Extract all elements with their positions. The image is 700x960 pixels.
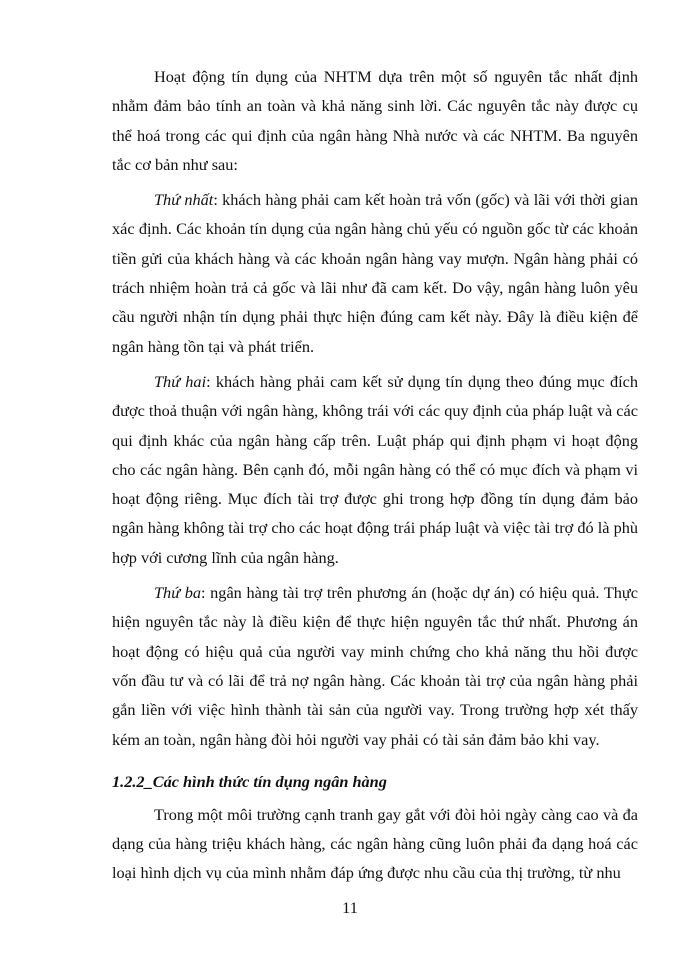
- paragraph-principle-3: [112, 578, 638, 754]
- paragraph-intro-text: Hoạt động tín dụng của NHTM dựa trên một số nguyên tắc nhất định nhằm đảm bảo tính an toàn và khả năng sinh lời. Các nguyên tắc này được cụ thể hoá trong các qui định của ngân hàng Nhà nước và các NHTM. Ba nguyên tắc cơ bản như sau:: [112, 67, 638, 174]
- principle-2-text: : khách hàng phải cam kết sử dụng tín dụng theo đúng mục đích được thoả thuận với ngân hàng, không trái với các quy định của pháp luật và các qui định khác của ngân hàng cấp trên. Luật pháp qui định phạm vi hoạt động cho các ngân hàng. Bên cạnh đó, mỗi ngân hàng có thể có mục đích và phạm vi hoạt động riêng. Mục đích tài trợ được ghi trong hợp đồng tín dụng đảm bảo ngân hàng không tài trợ cho các hoạt động trái pháp luật và việc tài trợ đó là phù hợp với cương lĩnh của ngân hàng.: [112, 371, 638, 567]
- page-number: 11: [342, 898, 358, 917]
- principle-2-label: Thứ hai: [154, 371, 207, 391]
- section-heading: 1.2.2_Các hình thức tín dụng ngân hàng: [112, 771, 387, 791]
- principle-3-label: Thứ ba: [154, 583, 201, 603]
- document-page: [112, 62, 638, 894]
- principle-3-text: : ngân hàng tài trợ trên phương án (hoặc dự án) có hiệu quả. Thực hiện nguyên tắc này là điều kiện để thực hiện nguyên tắc thứ nhất. Phương án hoạt động có hiệu quả của người vay minh chứng cho khả năng thu hồi được vốn đầu tư và có lãi để trả nợ ngân hàng. Các khoản tài trợ của ngân hàng phải gắn liền với việc hình thành tài sản của người vay. Trong trường hợp xét thấy kém an toàn, ngân hàng đòi hỏi người vay phải có tài sản đảm bảo khi vay.: [112, 583, 638, 749]
- paragraph-principle-2: [112, 367, 638, 572]
- principle-1-label: Thứ nhất: [154, 190, 214, 210]
- principle-1-text: : khách hàng phải cam kết hoàn trả vốn (gốc) và lãi với thời gian xác định. Các khoản tín dụng của ngân hàng chủ yếu có nguồn gốc từ các khoản tiền gửi của khách hàng và các khoản ngân hàng vay mượn. Ngân hàng phải có trách nhiệm hoàn trả cả gốc và lãi như đã cam kết. Do vậy, ngân hàng luôn yêu cầu người nhận tín dụng phải thực hiện đúng cam kết này. Đây là điều kiện để ngân hàng tồn tại và phát triển.: [112, 190, 638, 356]
- paragraph-principle-1: [112, 185, 638, 361]
- paragraph-forms-of-credit: Trong một môi trường cạnh tranh gay gắt với đòi hỏi ngày càng cao và đa dạng của hàng triệu khách hàng, các ngân hàng cũng luôn phải đa dạng hoá các loại hình dịch vụ của mình nhằm đáp ứng được nhu cầu của thị trường, từ nhu: [112, 804, 638, 883]
- paragraph-intro: [112, 62, 638, 179]
